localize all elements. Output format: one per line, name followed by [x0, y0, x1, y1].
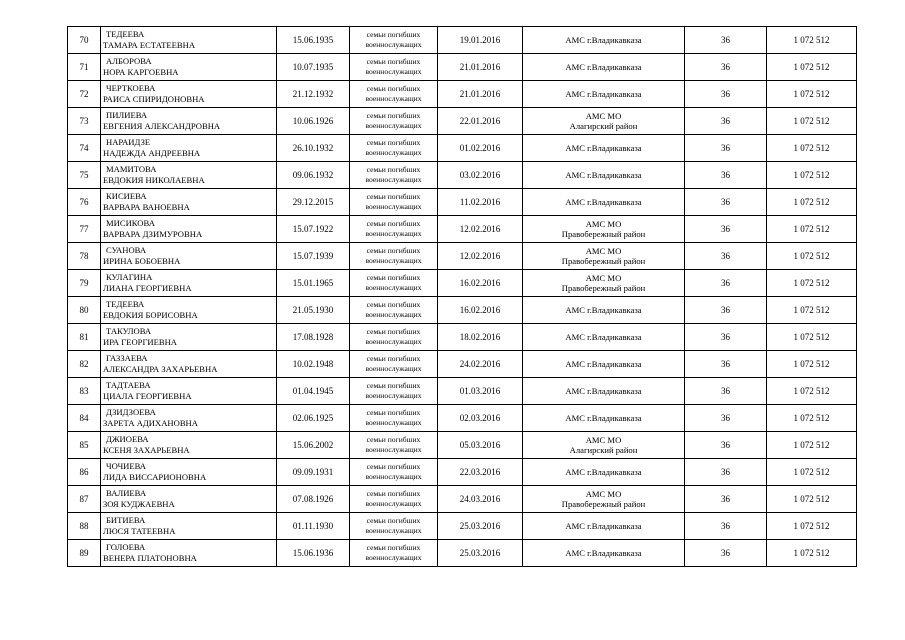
authority-cell — [523, 432, 685, 459]
authority-line-1: АМС г.Владикавказа — [565, 413, 642, 423]
birth-date: 15.01.1965 — [277, 270, 350, 297]
authority-line-1: АМС г.Владикавказа — [565, 89, 642, 99]
full-name-cell — [101, 540, 277, 567]
birth-date: 17.08.1928 — [277, 324, 350, 351]
full-name-cell — [101, 432, 277, 459]
category-line-1: семьи погибших — [366, 273, 421, 282]
table-row — [68, 216, 857, 243]
last-name: КИСИЕВА — [106, 191, 147, 201]
application-date: 22.03.2016 — [438, 459, 523, 486]
birth-date: 09.09.1931 — [277, 459, 350, 486]
birth-date: 15.06.1935 — [277, 27, 350, 54]
table-row — [68, 432, 857, 459]
application-date: 02.03.2016 — [438, 405, 523, 432]
category-line-2: военнослужащих — [365, 310, 422, 319]
full-name-cell — [101, 324, 277, 351]
authority-line-1: АМС г.Владикавказа — [565, 467, 642, 477]
category-line-2: военнослужащих — [365, 121, 422, 130]
application-date: 24.02.2016 — [438, 351, 523, 378]
authority-line-2: Правобережный район — [561, 499, 646, 509]
birth-date: 15.06.1936 — [277, 540, 350, 567]
first-patronymic: ЕВГЕНИЯ АЛЕКСАНДРОВНА — [103, 121, 221, 131]
row-number: 81 — [68, 324, 101, 351]
amount: 1 072 512 — [767, 27, 857, 54]
category-line-1: семьи погибших — [366, 246, 421, 255]
application-date: 24.03.2016 — [438, 486, 523, 513]
quantity: 36 — [685, 81, 767, 108]
table-row — [68, 324, 857, 351]
category-line-1: семьи погибших — [366, 84, 421, 93]
full-name-cell — [101, 27, 277, 54]
amount: 1 072 512 — [767, 459, 857, 486]
last-name: НАРАИДЗЕ — [106, 137, 151, 147]
first-patronymic: ИРА ГЕОРГИЕВНА — [103, 337, 178, 347]
category-cell — [350, 324, 438, 351]
category-cell — [350, 270, 438, 297]
row-number: 72 — [68, 81, 101, 108]
application-date: 16.02.2016 — [438, 297, 523, 324]
category-cell — [350, 486, 438, 513]
amount: 1 072 512 — [767, 432, 857, 459]
quantity: 36 — [685, 405, 767, 432]
application-date: 21.01.2016 — [438, 81, 523, 108]
application-date: 12.02.2016 — [438, 216, 523, 243]
quantity: 36 — [685, 459, 767, 486]
application-date: 18.02.2016 — [438, 324, 523, 351]
category-cell — [350, 162, 438, 189]
application-date: 01.02.2016 — [438, 135, 523, 162]
full-name-cell — [101, 135, 277, 162]
amount: 1 072 512 — [767, 135, 857, 162]
authority-line-1: АМС МО — [585, 111, 622, 121]
category-line-1: семьи погибших — [366, 138, 421, 147]
first-patronymic: ЛИАНА ГЕОРГИЕВНА — [103, 283, 192, 293]
category-cell — [350, 189, 438, 216]
authority-line-1: АМС г.Владикавказа — [565, 521, 642, 531]
category-cell — [350, 54, 438, 81]
authority-line-1: АМС г.Владикавказа — [565, 143, 642, 153]
amount: 1 072 512 — [767, 324, 857, 351]
quantity: 36 — [685, 270, 767, 297]
category-cell — [350, 432, 438, 459]
authority-line-2: Правобережный район — [561, 283, 646, 293]
quantity: 36 — [685, 297, 767, 324]
category-line-1: семьи погибших — [366, 165, 421, 174]
first-patronymic: ВАРВАРА ВАНОЕВНА — [103, 202, 190, 212]
authority-cell — [523, 243, 685, 270]
first-patronymic: ТАМАРА ЕСТАТЕЕВНА — [103, 40, 196, 50]
category-line-2: военнослужащих — [365, 364, 422, 373]
authority-cell — [523, 135, 685, 162]
row-number: 84 — [68, 405, 101, 432]
amount: 1 072 512 — [767, 405, 857, 432]
authority-cell — [523, 270, 685, 297]
category-cell — [350, 243, 438, 270]
authority-cell — [523, 405, 685, 432]
category-line-2: военнослужащих — [365, 553, 422, 562]
category-line-2: военнослужащих — [365, 94, 422, 103]
amount: 1 072 512 — [767, 297, 857, 324]
quantity: 36 — [685, 27, 767, 54]
first-patronymic: АЛЕКСАНДРА ЗАХАРЬЕВНА — [103, 364, 218, 374]
amount: 1 072 512 — [767, 81, 857, 108]
full-name-cell — [101, 297, 277, 324]
full-name-cell — [101, 216, 277, 243]
category-line-1: семьи погибших — [366, 327, 421, 336]
amount: 1 072 512 — [767, 243, 857, 270]
full-name-cell — [101, 351, 277, 378]
authority-line-1: АМС г.Владикавказа — [565, 35, 642, 45]
birth-date: 07.08.1926 — [277, 486, 350, 513]
authority-line-1: АМС г.Владикавказа — [565, 359, 642, 369]
authority-cell — [523, 486, 685, 513]
table-row — [68, 351, 857, 378]
category-line-1: семьи погибших — [366, 111, 421, 120]
table-row — [68, 405, 857, 432]
authority-cell — [523, 513, 685, 540]
amount: 1 072 512 — [767, 216, 857, 243]
last-name: МАМИТОВА — [106, 164, 157, 174]
last-name: ЧЕРТКОЕВА — [106, 83, 156, 93]
category-line-1: семьи погибших — [366, 462, 421, 471]
table-row — [68, 459, 857, 486]
authority-cell — [523, 351, 685, 378]
row-number: 83 — [68, 378, 101, 405]
last-name: ДЖИОЕВА — [106, 434, 149, 444]
application-date: 11.02.2016 — [438, 189, 523, 216]
authority-cell — [523, 108, 685, 135]
authority-line-1: АМС г.Владикавказа — [565, 332, 642, 342]
amount: 1 072 512 — [767, 162, 857, 189]
application-date: 05.03.2016 — [438, 432, 523, 459]
authority-line-1: АМС МО — [585, 219, 622, 229]
amount: 1 072 512 — [767, 351, 857, 378]
category-line-1: семьи погибших — [366, 30, 421, 39]
row-number: 74 — [68, 135, 101, 162]
table-row — [68, 54, 857, 81]
first-patronymic: ИРИНА БОБОЕВНА — [103, 256, 181, 266]
quantity: 36 — [685, 351, 767, 378]
quantity: 36 — [685, 216, 767, 243]
last-name: АЛБОРОВА — [106, 56, 152, 66]
category-line-2: военнослужащих — [365, 283, 422, 292]
category-cell — [350, 108, 438, 135]
first-patronymic: ЗОЯ КУДЖАЕВНА — [103, 499, 175, 509]
authority-cell — [523, 459, 685, 486]
document-page — [67, 26, 857, 567]
first-patronymic: НОРА КАРГОЕВНА — [103, 67, 179, 77]
authority-line-2: Алагирский район — [569, 121, 638, 131]
quantity: 36 — [685, 243, 767, 270]
authority-cell — [523, 189, 685, 216]
full-name-cell — [101, 162, 277, 189]
birth-date: 21.12.1932 — [277, 81, 350, 108]
quantity: 36 — [685, 108, 767, 135]
authority-cell — [523, 297, 685, 324]
authority-cell — [523, 27, 685, 54]
row-number: 73 — [68, 108, 101, 135]
last-name: КУЛАГИНА — [106, 272, 153, 282]
row-number: 77 — [68, 216, 101, 243]
table-row — [68, 297, 857, 324]
category-cell — [350, 27, 438, 54]
row-number: 75 — [68, 162, 101, 189]
amount: 1 072 512 — [767, 54, 857, 81]
birth-date: 21.05.1930 — [277, 297, 350, 324]
category-line-1: семьи погибших — [366, 192, 421, 201]
birth-date: 10.02.1948 — [277, 351, 350, 378]
full-name-cell — [101, 54, 277, 81]
amount: 1 072 512 — [767, 270, 857, 297]
row-number: 78 — [68, 243, 101, 270]
category-line-2: военнослужащих — [365, 256, 422, 265]
authority-line-2: Алагирский район — [569, 445, 638, 455]
last-name: ГАЗЗАЕВА — [106, 353, 148, 363]
amount: 1 072 512 — [767, 108, 857, 135]
last-name: ТЕДЕЕВА — [106, 29, 145, 39]
authority-line-1: АМС МО — [585, 489, 622, 499]
birth-date: 01.04.1945 — [277, 378, 350, 405]
row-number: 71 — [68, 54, 101, 81]
application-date: 25.03.2016 — [438, 540, 523, 567]
authority-line-2: Правобережный район — [561, 256, 646, 266]
row-number: 79 — [68, 270, 101, 297]
authority-line-1: АМС МО — [585, 435, 622, 445]
full-name-cell — [101, 459, 277, 486]
birth-date: 15.07.1939 — [277, 243, 350, 270]
category-line-2: военнослужащих — [365, 229, 422, 238]
row-number: 70 — [68, 27, 101, 54]
full-name-cell — [101, 513, 277, 540]
authority-cell — [523, 540, 685, 567]
row-number: 87 — [68, 486, 101, 513]
category-line-2: военнослужащих — [365, 526, 422, 535]
last-name: БИТИЕВА — [106, 515, 146, 525]
category-line-2: военнослужащих — [365, 391, 422, 400]
authority-line-1: АМС г.Владикавказа — [565, 170, 642, 180]
amount: 1 072 512 — [767, 540, 857, 567]
authority-line-2: Правобережный район — [561, 229, 646, 239]
category-line-2: военнослужащих — [365, 472, 422, 481]
last-name: ЧОЧИЕВА — [106, 461, 147, 471]
application-date: 03.02.2016 — [438, 162, 523, 189]
full-name-cell — [101, 81, 277, 108]
category-line-1: семьи погибших — [366, 354, 421, 363]
category-line-1: семьи погибших — [366, 408, 421, 417]
row-number: 89 — [68, 540, 101, 567]
table-body — [68, 27, 857, 567]
authority-line-1: АМС г.Владикавказа — [565, 305, 642, 315]
full-name-cell — [101, 378, 277, 405]
quantity: 36 — [685, 513, 767, 540]
authority-line-1: АМС г.Владикавказа — [565, 62, 642, 72]
authority-line-1: АМС г.Владикавказа — [565, 386, 642, 396]
category-cell — [350, 540, 438, 567]
application-date: 12.02.2016 — [438, 243, 523, 270]
authority-cell — [523, 378, 685, 405]
category-cell — [350, 351, 438, 378]
table-row — [68, 243, 857, 270]
first-patronymic: ВАРВАРА ДЗИМУРОВНА — [103, 229, 203, 239]
category-cell — [350, 459, 438, 486]
last-name: ПИЛИЕВА — [106, 110, 148, 120]
authority-cell — [523, 162, 685, 189]
last-name: ВАЛИЕВА — [106, 488, 147, 498]
first-patronymic: ЛЮСЯ ТАТЕЕВНА — [103, 526, 176, 536]
birth-date: 09.06.1932 — [277, 162, 350, 189]
category-line-2: военнослужащих — [365, 499, 422, 508]
application-date: 01.03.2016 — [438, 378, 523, 405]
category-cell — [350, 216, 438, 243]
category-line-2: военнослужащих — [365, 40, 422, 49]
authority-cell — [523, 324, 685, 351]
category-cell — [350, 81, 438, 108]
authority-cell — [523, 81, 685, 108]
category-line-1: семьи погибших — [366, 57, 421, 66]
category-line-1: семьи погибших — [366, 300, 421, 309]
authority-line-1: АМС г.Владикавказа — [565, 197, 642, 207]
full-name-cell — [101, 189, 277, 216]
birth-date: 29.12.2015 — [277, 189, 350, 216]
category-line-1: семьи погибших — [366, 489, 421, 498]
birth-date: 15.07.1922 — [277, 216, 350, 243]
application-date: 19.01.2016 — [438, 27, 523, 54]
table-row — [68, 27, 857, 54]
first-patronymic: ВЕНЕРА ПЛАТОНОВНА — [103, 553, 197, 563]
amount: 1 072 512 — [767, 486, 857, 513]
authority-line-1: АМС МО — [585, 246, 622, 256]
category-cell — [350, 378, 438, 405]
table-row — [68, 540, 857, 567]
authority-cell — [523, 216, 685, 243]
birth-date: 15.06.2002 — [277, 432, 350, 459]
birth-date: 01.11.1930 — [277, 513, 350, 540]
quantity: 36 — [685, 378, 767, 405]
table-row — [68, 162, 857, 189]
birth-date: 02.06.1925 — [277, 405, 350, 432]
birth-date: 26.10.1932 — [277, 135, 350, 162]
first-patronymic: ЦИАЛА ГЕОРГИЕВНА — [103, 391, 192, 401]
row-number: 80 — [68, 297, 101, 324]
application-date: 16.02.2016 — [438, 270, 523, 297]
category-line-2: военнослужащих — [365, 202, 422, 211]
quantity: 36 — [685, 135, 767, 162]
category-line-1: семьи погибших — [366, 516, 421, 525]
authority-cell — [523, 54, 685, 81]
beneficiaries-table — [67, 26, 857, 567]
application-date: 25.03.2016 — [438, 513, 523, 540]
full-name-cell — [101, 270, 277, 297]
first-patronymic: ЗАРЕТА АДИХАНОВНА — [103, 418, 198, 428]
first-patronymic: КСЕНЯ ЗАХАРЬЕВНА — [103, 445, 190, 455]
table-row — [68, 81, 857, 108]
row-number: 88 — [68, 513, 101, 540]
last-name: ТАДТАЕВА — [106, 380, 151, 390]
table-row — [68, 135, 857, 162]
table-row — [68, 189, 857, 216]
authority-line-1: АМС МО — [585, 273, 622, 283]
category-line-1: семьи погибших — [366, 381, 421, 390]
full-name-cell — [101, 486, 277, 513]
application-date: 22.01.2016 — [438, 108, 523, 135]
row-number: 85 — [68, 432, 101, 459]
full-name-cell — [101, 405, 277, 432]
first-patronymic: ЕВДОКИЯ НИКОЛАЕВНА — [103, 175, 205, 185]
category-line-2: военнослужащих — [365, 418, 422, 427]
amount: 1 072 512 — [767, 189, 857, 216]
category-line-1: семьи погибших — [366, 435, 421, 444]
quantity: 36 — [685, 540, 767, 567]
first-patronymic: РАИСА СПИРИДОНОВНА — [103, 94, 205, 104]
last-name: ДЗИДЗОЕВА — [106, 407, 156, 417]
first-patronymic: ЕВДОКИЯ БОРИСОВНА — [103, 310, 198, 320]
category-line-1: семьи погибших — [366, 543, 421, 552]
category-cell — [350, 135, 438, 162]
row-number: 86 — [68, 459, 101, 486]
quantity: 36 — [685, 189, 767, 216]
authority-line-1: АМС г.Владикавказа — [565, 548, 642, 558]
first-patronymic: ЛИДА ВИССАРИОНОВНА — [103, 472, 207, 482]
first-patronymic: НАДЕЖДА АНДРЕЕВНА — [103, 148, 201, 158]
full-name-cell — [101, 243, 277, 270]
quantity: 36 — [685, 162, 767, 189]
category-line-2: военнослужащих — [365, 67, 422, 76]
category-cell — [350, 405, 438, 432]
category-line-2: военнослужащих — [365, 148, 422, 157]
table-row — [68, 378, 857, 405]
row-number: 76 — [68, 189, 101, 216]
quantity: 36 — [685, 54, 767, 81]
application-date: 21.01.2016 — [438, 54, 523, 81]
category-line-2: военнослужащих — [365, 337, 422, 346]
last-name: МИСИКОВА — [106, 218, 155, 228]
table-row — [68, 108, 857, 135]
last-name: ТАКУЛОВА — [106, 326, 152, 336]
last-name: СУАНОВА — [106, 245, 147, 255]
category-cell — [350, 297, 438, 324]
quantity: 36 — [685, 432, 767, 459]
amount: 1 072 512 — [767, 513, 857, 540]
table-row — [68, 486, 857, 513]
category-line-2: военнослужащих — [365, 445, 422, 454]
quantity: 36 — [685, 324, 767, 351]
birth-date: 10.06.1926 — [277, 108, 350, 135]
row-number: 82 — [68, 351, 101, 378]
table-row — [68, 270, 857, 297]
full-name-cell — [101, 108, 277, 135]
last-name: ГОЛОЕВА — [106, 542, 146, 552]
quantity: 36 — [685, 486, 767, 513]
last-name: ТЕДЕЕВА — [106, 299, 145, 309]
category-cell — [350, 513, 438, 540]
category-line-2: военнослужащих — [365, 175, 422, 184]
amount: 1 072 512 — [767, 378, 857, 405]
category-line-1: семьи погибших — [366, 219, 421, 228]
table-row — [68, 513, 857, 540]
birth-date: 10.07.1935 — [277, 54, 350, 81]
